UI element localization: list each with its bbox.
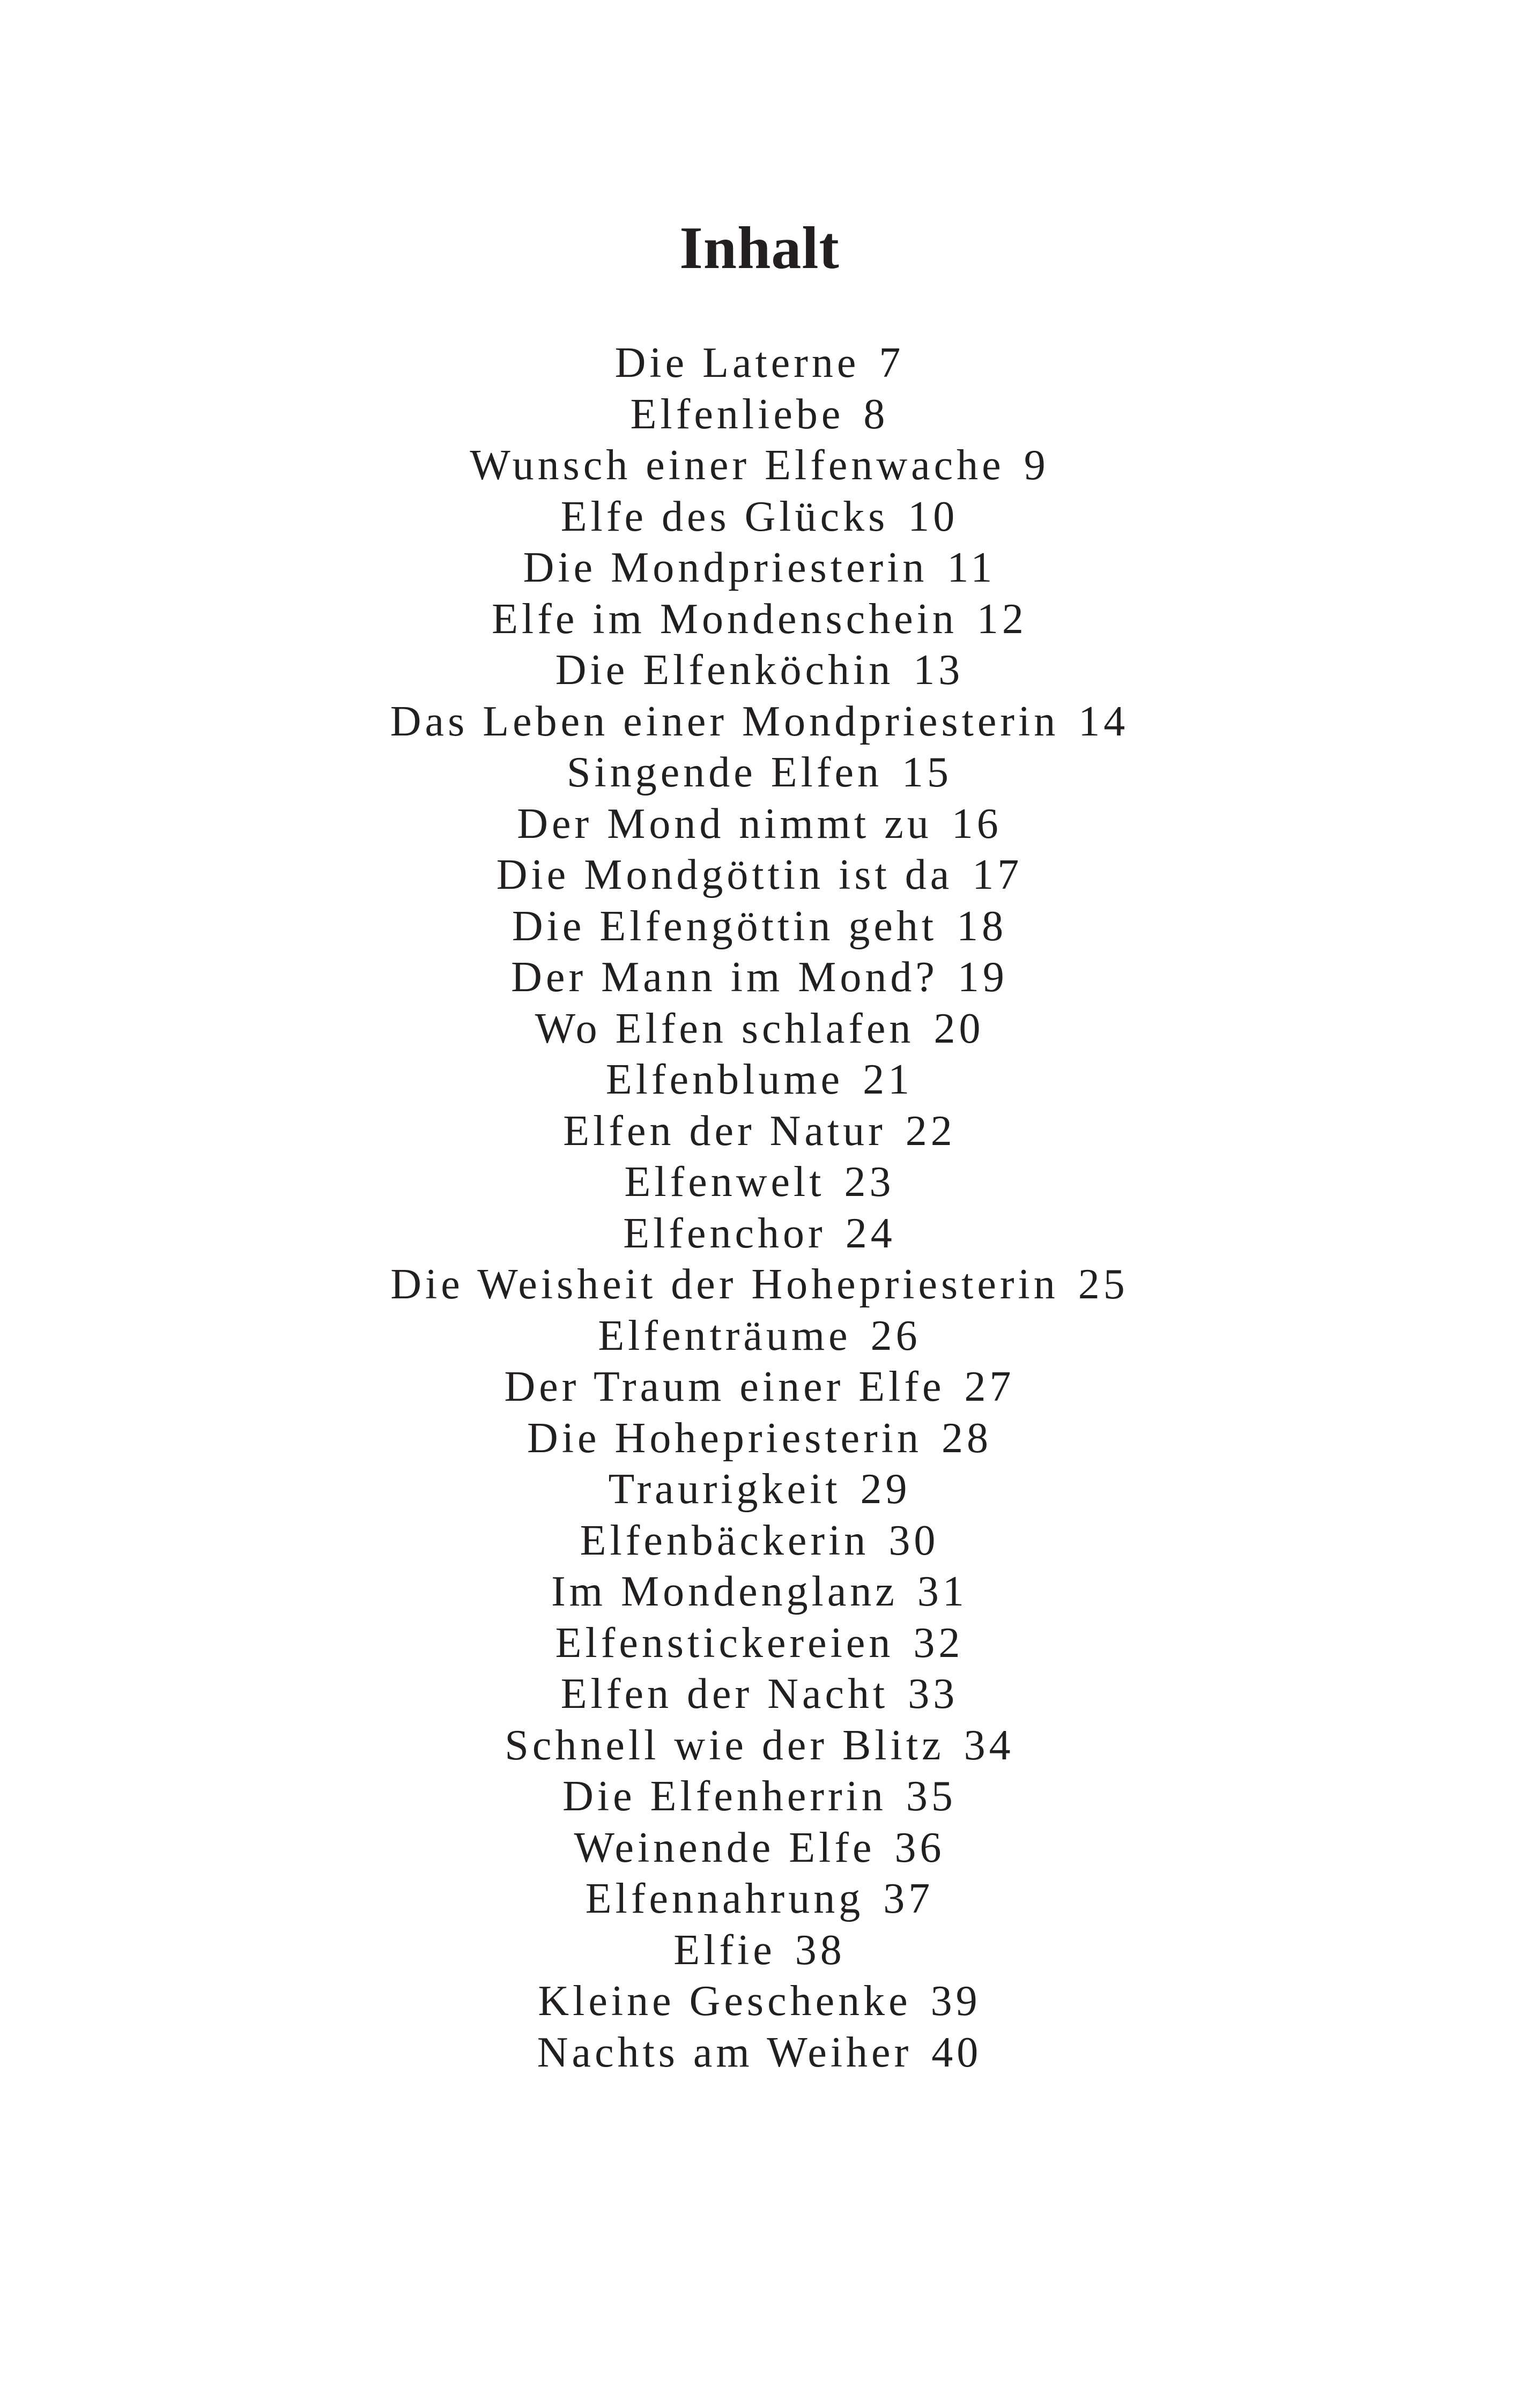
toc-entry bbox=[0, 1208, 1519, 1260]
toc-entry-title: Die Elfengöttin geht bbox=[512, 902, 938, 950]
toc-entry-page-number: 27 bbox=[964, 1363, 1015, 1410]
toc-entry-title: Elfie bbox=[673, 1926, 776, 1974]
toc-entry-page-number: 8 bbox=[863, 390, 889, 438]
toc-entry-page-number: 7 bbox=[879, 339, 905, 387]
toc-entry-title: Elfen der Natur bbox=[563, 1107, 886, 1155]
toc-entry-page-number: 14 bbox=[1078, 697, 1129, 745]
toc-entry-page-number: 19 bbox=[957, 954, 1008, 1001]
toc-entry-title: Traurigkeit bbox=[608, 1466, 841, 1513]
toc-entry bbox=[0, 440, 1519, 492]
toc-entry-title: Elfe im Mondenschein bbox=[492, 595, 958, 643]
toc-entry-page-number: 24 bbox=[845, 1209, 896, 1257]
toc-entry bbox=[0, 696, 1519, 748]
toc-entry bbox=[0, 1566, 1519, 1618]
table-of-contents bbox=[0, 338, 1519, 2078]
toc-entry bbox=[0, 1618, 1519, 1669]
toc-entry-title: Weinende Elfe bbox=[574, 1824, 876, 1871]
toc-entry-title: Die Weisheit der Hohepriesterin bbox=[390, 1261, 1059, 1308]
toc-entry-title: Elfen der Nacht bbox=[560, 1670, 889, 1718]
toc-entry-title: Elfenwelt bbox=[624, 1158, 825, 1206]
toc-entry-title: Elfenliebe bbox=[630, 390, 844, 438]
toc-entry-page-number: 35 bbox=[906, 1773, 957, 1820]
toc-entry bbox=[0, 850, 1519, 901]
toc-entry-page-number: 16 bbox=[951, 800, 1002, 848]
toc-entry bbox=[0, 1259, 1519, 1311]
toc-entry-title: Nachts am Weiher bbox=[537, 2028, 913, 2076]
toc-entry-page-number: 39 bbox=[930, 1978, 981, 2025]
toc-entry bbox=[0, 1464, 1519, 1515]
toc-entry bbox=[0, 952, 1519, 1004]
toc-entry-title: Elfenbäckerin bbox=[580, 1517, 870, 1564]
toc-entry-page-number: 13 bbox=[913, 646, 964, 694]
toc-entry-title: Singende Elfen bbox=[567, 749, 883, 796]
toc-entry-title: Die Elfenherrin bbox=[562, 1773, 887, 1820]
page-title: Inhalt bbox=[679, 215, 840, 281]
toc-entry-page-number: 31 bbox=[917, 1568, 968, 1615]
toc-entry-page-number: 36 bbox=[894, 1824, 945, 1871]
toc-entry-title: Kleine Geschenke bbox=[538, 1978, 912, 2025]
toc-entry-title: Im Mondenglanz bbox=[551, 1568, 898, 1615]
toc-entry-page-number: 38 bbox=[795, 1926, 846, 1974]
toc-entry-title: Elfenträume bbox=[598, 1312, 851, 1359]
toc-entry bbox=[0, 492, 1519, 543]
toc-entry bbox=[0, 1720, 1519, 1772]
toc-entry-title: Elfenblume bbox=[605, 1056, 844, 1103]
toc-entry-title: Wo Elfen schlafen bbox=[535, 1005, 915, 1052]
toc-entry-page-number: 18 bbox=[957, 902, 1007, 950]
toc-entry-page-number: 25 bbox=[1078, 1261, 1129, 1308]
toc-entry-title: Elfenchor bbox=[623, 1209, 826, 1257]
toc-entry bbox=[0, 1311, 1519, 1362]
toc-entry-title: Schnell wie der Blitz bbox=[505, 1721, 945, 1769]
toc-entry bbox=[0, 1157, 1519, 1208]
toc-entry-page-number: 15 bbox=[901, 749, 952, 796]
toc-entry-title: Elfenstickereien bbox=[555, 1619, 894, 1667]
toc-entry bbox=[0, 1004, 1519, 1055]
toc-entry bbox=[0, 1976, 1519, 2027]
toc-entry-title: Der Mond nimmt zu bbox=[517, 800, 932, 848]
toc-entry-title: Elfennahrung bbox=[585, 1875, 864, 1922]
toc-entry-page-number: 9 bbox=[1024, 442, 1049, 489]
toc-entry-title: Die Hohepriesterin bbox=[527, 1414, 922, 1462]
toc-entry-page-number: 11 bbox=[947, 544, 996, 591]
toc-entry bbox=[0, 1362, 1519, 1413]
toc-entry bbox=[0, 799, 1519, 850]
toc-entry-page-number: 34 bbox=[964, 1721, 1014, 1769]
toc-entry-page-number: 22 bbox=[905, 1107, 956, 1155]
toc-entry-title: Das Leben einer Mondpriesterin bbox=[390, 697, 1059, 745]
toc-entry bbox=[0, 1823, 1519, 1874]
toc-entry bbox=[0, 338, 1519, 389]
toc-entry-page-number: 10 bbox=[908, 493, 959, 540]
toc-entry bbox=[0, 1054, 1519, 1106]
toc-entry-title: Die Laterne bbox=[614, 339, 860, 387]
toc-entry-page-number: 20 bbox=[933, 1005, 984, 1052]
toc-entry bbox=[0, 1771, 1519, 1823]
toc-entry bbox=[0, 2027, 1519, 2079]
toc-entry-title: Wunsch einer Elfenwache bbox=[470, 442, 1005, 489]
toc-entry-page-number: 21 bbox=[863, 1056, 914, 1103]
toc-entry bbox=[0, 1874, 1519, 1925]
toc-entry-title: Die Mondpriesterin bbox=[523, 544, 928, 591]
toc-entry bbox=[0, 1106, 1519, 1157]
toc-entry-title: Die Mondgöttin ist da bbox=[496, 851, 953, 898]
toc-entry-page-number: 40 bbox=[931, 2028, 982, 2076]
toc-entry-page-number: 33 bbox=[908, 1670, 959, 1718]
toc-entry bbox=[0, 901, 1519, 953]
toc-entry-page-number: 26 bbox=[870, 1312, 921, 1359]
toc-entry-page-number: 32 bbox=[913, 1619, 964, 1667]
toc-entry bbox=[0, 594, 1519, 645]
toc-entry bbox=[0, 1413, 1519, 1465]
toc-entry-title: Der Mann im Mond? bbox=[511, 954, 938, 1001]
toc-entry-page-number: 12 bbox=[976, 595, 1027, 643]
toc-entry bbox=[0, 1925, 1519, 1976]
toc-entry-page-number: 37 bbox=[883, 1875, 934, 1922]
toc-entry bbox=[0, 1515, 1519, 1567]
toc-entry-page-number: 30 bbox=[888, 1517, 939, 1564]
toc-entry bbox=[0, 747, 1519, 799]
toc-entry bbox=[0, 542, 1519, 594]
toc-entry-title: Elfe des Glücks bbox=[560, 493, 889, 540]
toc-entry-page-number: 29 bbox=[860, 1466, 911, 1513]
toc-entry-page-number: 17 bbox=[972, 851, 1023, 898]
toc-entry-page-number: 23 bbox=[844, 1158, 895, 1206]
toc-entry-title: Die Elfenköchin bbox=[555, 646, 894, 694]
toc-entry bbox=[0, 645, 1519, 696]
toc-entry bbox=[0, 389, 1519, 441]
toc-entry-page-number: 28 bbox=[941, 1414, 992, 1462]
toc-entry-title: Der Traum einer Elfe bbox=[504, 1363, 945, 1410]
toc-entry bbox=[0, 1669, 1519, 1720]
